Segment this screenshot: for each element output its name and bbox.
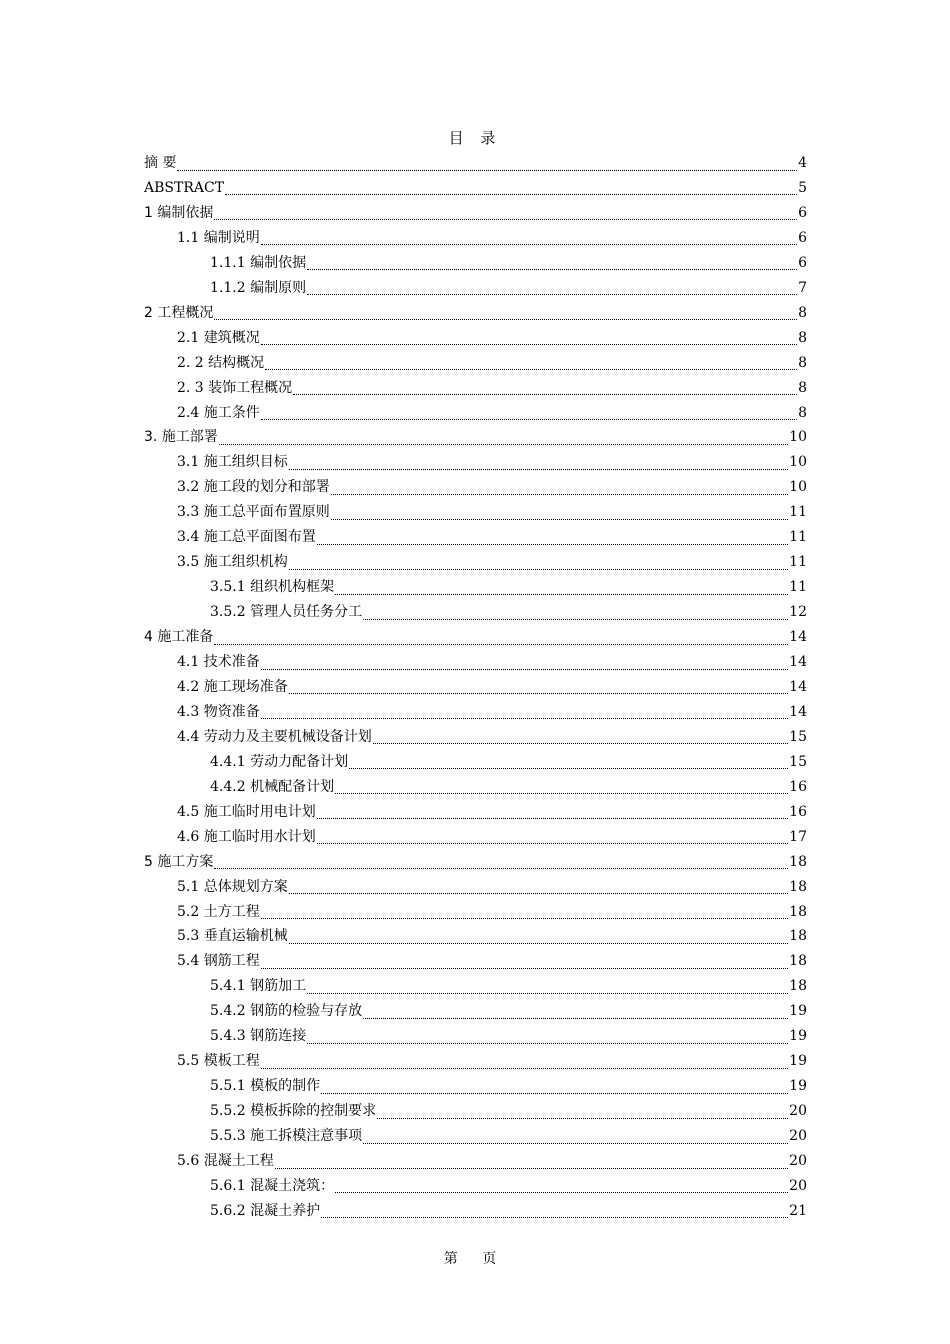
toc-entry-label: 5.2 土方工程 [177, 903, 260, 920]
toc-entry-label: 1.1.1 编制依据 [210, 254, 307, 271]
toc-entry[interactable] [210, 974, 807, 999]
dot-leader [321, 1092, 788, 1094]
toc-entry[interactable] [177, 675, 807, 700]
toc-entry-page-number: 8 [798, 304, 807, 321]
toc-entry-page-number: 10 [789, 479, 807, 496]
dot-leader [261, 418, 797, 420]
toc-entry-label: ABSTRACT [144, 179, 225, 196]
dot-leader [321, 1216, 788, 1218]
dot-leader [307, 992, 788, 994]
toc-entry[interactable] [177, 226, 807, 251]
toc-entry-label: 3. 施工部署 [144, 429, 218, 446]
toc-entry-page-number: 18 [789, 953, 807, 970]
toc-entry[interactable] [210, 1174, 807, 1199]
toc-entry[interactable] [177, 326, 807, 351]
toc-entry-page-number: 15 [789, 753, 807, 770]
toc-entry-page-number: 16 [789, 778, 807, 795]
toc-entry-page-number: 20 [789, 1103, 807, 1120]
toc-entry-label: 3.2 施工段的划分和部署 [177, 479, 330, 496]
dot-leader [317, 543, 788, 545]
toc-entry-page-number: 20 [789, 1153, 807, 1169]
toc-title: 目 录 [448, 129, 502, 147]
toc-entry-label: 摘 要 [144, 155, 177, 171]
dot-leader [289, 942, 788, 944]
toc-entry-label: 3.5.1 组织机构框架 [210, 579, 335, 596]
dot-leader [265, 368, 797, 370]
toc-entry[interactable] [210, 276, 807, 301]
toc-entry-page-number: 16 [789, 803, 807, 820]
toc-entry[interactable] [177, 949, 807, 974]
dot-leader [331, 518, 788, 520]
toc-entry-page-number: 19 [789, 1078, 807, 1095]
toc-entry[interactable] [177, 1049, 807, 1074]
toc-entry-page-number: 18 [789, 878, 807, 895]
toc-entry-page-number: 8 [798, 329, 807, 346]
toc-entry-label: 5.4.1 钢筋加工 [210, 978, 307, 995]
toc-entry-label: 5.4.2 钢筋的检验与存放 [210, 1003, 363, 1020]
dot-leader [307, 293, 797, 295]
toc-entry[interactable] [144, 625, 807, 650]
toc-entry[interactable] [177, 725, 807, 750]
toc-entry[interactable] [144, 176, 807, 201]
dot-leader [289, 892, 788, 894]
toc-entry[interactable] [144, 850, 807, 875]
toc-entry-label: 5.6 混凝土工程 [177, 1153, 274, 1169]
dot-leader [261, 717, 788, 719]
toc-entry-page-number: 19 [789, 1003, 807, 1020]
toc-entry-label: 5.1 总体规划方案 [177, 878, 288, 895]
dot-leader [307, 268, 797, 270]
dot-leader [214, 643, 788, 645]
dot-leader [293, 393, 797, 395]
toc-entry[interactable] [210, 1024, 807, 1049]
toc-entry-page-number: 18 [789, 978, 807, 995]
dot-leader [317, 842, 788, 844]
toc-entry[interactable] [210, 600, 807, 625]
toc-entry-label: 3.3 施工总平面布置原则 [177, 504, 330, 521]
toc-entry-label: 4 施工准备 [144, 629, 214, 646]
toc-entry-page-number: 14 [789, 629, 807, 646]
toc-entry-page-number: 18 [789, 903, 807, 920]
toc-entry-page-number: 15 [789, 728, 807, 745]
toc-entry[interactable] [210, 1199, 807, 1224]
toc-entry-page-number: 19 [789, 1053, 807, 1070]
toc-entry[interactable] [210, 750, 807, 775]
toc-entry-label: 2. 2 结构概况 [177, 354, 265, 371]
toc-entry[interactable] [144, 425, 807, 450]
toc-entry-page-number: 8 [798, 379, 807, 396]
toc-entry-page-number: 10 [789, 454, 807, 471]
toc-entry-label: 2. 3 装饰工程概况 [177, 379, 293, 396]
toc-entry-page-number: 14 [789, 654, 807, 670]
toc-entry[interactable] [177, 924, 807, 949]
toc-entry-label: 3.5.2 管理人员任务分工 [210, 604, 363, 621]
toc-entry-page-number: 11 [789, 554, 807, 571]
dot-leader [261, 343, 797, 345]
dot-leader [289, 568, 788, 570]
toc-entry-page-number: 4 [798, 155, 807, 171]
toc-entry[interactable] [210, 1099, 807, 1124]
toc-entry[interactable] [210, 251, 807, 276]
dot-leader [177, 169, 797, 171]
dot-leader [349, 767, 788, 769]
dot-leader [261, 668, 788, 670]
toc-entry-page-number: 6 [798, 204, 807, 221]
toc-entry-page-number: 14 [789, 703, 807, 720]
toc-entry-label: 3.1 施工组织目标 [177, 454, 288, 471]
toc-entry[interactable] [210, 775, 807, 800]
toc-entry-label: 5.5 模板工程 [177, 1053, 260, 1070]
toc-entry[interactable] [210, 1074, 807, 1099]
page-footer: 第 页 [443, 1251, 507, 1267]
toc-entry-page-number: 18 [789, 928, 807, 945]
dot-leader [377, 1117, 788, 1119]
toc-entry-label: 5.6.2 混凝土养护 [210, 1202, 321, 1219]
toc-entry-label: 4.4.2 机械配备计划 [210, 778, 335, 795]
toc-entry-label: 5.4.3 钢筋连接 [210, 1028, 307, 1045]
dot-leader [363, 618, 788, 620]
dot-leader [225, 193, 797, 195]
toc-entry-label: 4.6 施工临时用水计划 [177, 828, 316, 845]
dot-leader [335, 792, 788, 794]
toc-entry-label: 2.4 施工条件 [177, 404, 260, 421]
toc-entry[interactable] [177, 1149, 807, 1174]
toc-entry[interactable] [210, 575, 807, 600]
dot-leader [261, 1067, 788, 1069]
toc-entry-page-number: 12 [789, 604, 807, 621]
toc-entry-label: 2 工程概况 [144, 304, 214, 321]
dot-leader [214, 867, 788, 869]
toc-entry-page-number: 14 [789, 678, 807, 695]
toc-entry[interactable] [177, 450, 807, 475]
toc-entry-label: 5.5.1 模板的制作 [210, 1078, 321, 1095]
toc-entry-page-number: 8 [798, 354, 807, 371]
dot-leader [363, 1142, 788, 1144]
toc-entry-page-number: 11 [789, 529, 807, 546]
toc-entry[interactable] [210, 999, 807, 1024]
toc-entry-page-number: 6 [798, 229, 807, 246]
toc-entry-label: 4.2 施工现场准备 [177, 678, 288, 695]
dot-leader [289, 692, 788, 694]
dot-leader [261, 243, 797, 245]
dot-leader [335, 593, 788, 595]
toc-entry-page-number: 8 [798, 404, 807, 421]
toc-entry[interactable] [177, 500, 807, 525]
dot-leader [275, 1167, 788, 1169]
dot-leader [219, 443, 788, 445]
toc-entry-label: 4.1 技术准备 [177, 654, 260, 670]
toc-entry-label: 5.3 垂直运输机械 [177, 928, 288, 945]
toc-entry[interactable] [144, 201, 807, 226]
toc-entry-label: 1.1.2 编制原则 [210, 279, 307, 296]
dot-leader [261, 917, 788, 919]
toc-entry-page-number: 7 [798, 279, 807, 296]
dot-leader [363, 1017, 788, 1019]
toc-entry-label: 5 施工方案 [144, 853, 214, 870]
toc-entry-label: 5.5.2 模板拆除的控制要求 [210, 1103, 377, 1120]
toc-entry-label: 4.5 施工临时用电计划 [177, 803, 316, 820]
toc-entry-label: 5.5.3 施工拆模注意事项 [210, 1128, 363, 1145]
toc-entry-page-number: 20 [789, 1177, 807, 1194]
toc-entry-page-number: 21 [789, 1202, 807, 1219]
toc-entry[interactable] [177, 800, 807, 825]
toc-entry[interactable] [177, 475, 807, 500]
toc-entry[interactable] [177, 351, 807, 376]
dot-leader [317, 817, 788, 819]
toc-entry[interactable] [144, 151, 807, 176]
toc-entry-label: 4.3 物资准备 [177, 703, 260, 720]
toc-entry-label: 1 编制依据 [144, 204, 214, 221]
toc-entry-label: 3.5 施工组织机构 [177, 554, 288, 571]
toc-entry-label: 1.1 编制说明 [177, 229, 260, 246]
dot-leader [261, 967, 788, 969]
dot-leader [331, 493, 788, 495]
dot-leader [335, 1191, 788, 1193]
toc-entry-page-number: 20 [789, 1128, 807, 1145]
toc-entry[interactable] [177, 650, 807, 675]
dot-leader [307, 1042, 788, 1044]
toc-entry-label: 3.4 施工总平面图布置 [177, 529, 316, 546]
toc-entry-page-number: 11 [789, 504, 807, 521]
toc-entry-label: 4.4 劳动力及主要机械设备计划 [177, 728, 372, 745]
dot-leader [373, 742, 788, 744]
dot-leader [214, 218, 797, 220]
toc-entry-label: 5.6.1 混凝土浇筑： [210, 1177, 335, 1194]
dot-leader [214, 318, 797, 320]
toc-entry[interactable] [210, 1124, 807, 1149]
toc-entry-page-number: 10 [789, 429, 807, 446]
toc-entry[interactable] [144, 301, 807, 326]
toc-entry-page-number: 11 [789, 579, 807, 596]
toc-entry-label: 5.4 钢筋工程 [177, 953, 260, 970]
toc-entry-page-number: 5 [798, 179, 807, 196]
toc-entry-page-number: 18 [789, 853, 807, 870]
toc-entry[interactable] [177, 401, 807, 426]
toc-entry[interactable] [177, 525, 807, 550]
toc-entry[interactable] [177, 376, 807, 401]
toc-entry-page-number: 19 [789, 1028, 807, 1045]
toc-entry-label: 2.1 建筑概况 [177, 329, 260, 346]
toc-entry[interactable] [177, 700, 807, 725]
toc-entry[interactable] [177, 875, 807, 900]
toc-entry-page-number: 17 [789, 828, 807, 845]
toc-entry[interactable] [177, 825, 807, 850]
toc-entry[interactable] [177, 550, 807, 575]
dot-leader [289, 468, 788, 470]
toc-entry-page-number: 6 [798, 254, 807, 271]
toc-entry[interactable] [177, 900, 807, 925]
toc-entry-label: 4.4.1 劳动力配备计划 [210, 753, 349, 770]
